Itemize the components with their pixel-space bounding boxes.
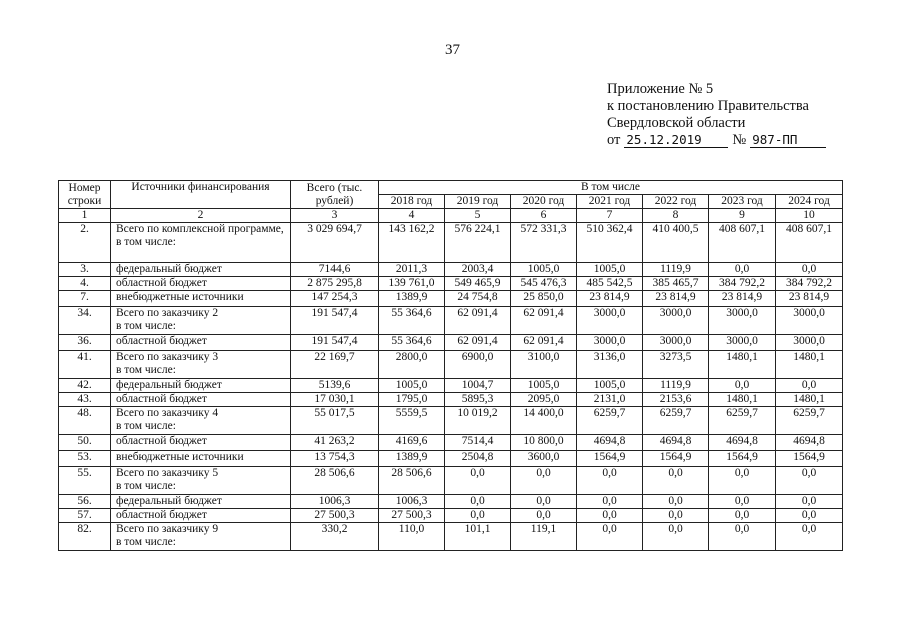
source-name: областной бюджет — [111, 435, 291, 451]
appendix-region: Свердловской области — [607, 115, 746, 131]
year-value: 1480,1 — [709, 351, 776, 379]
header-row-number: Номер строки — [59, 181, 111, 209]
source-name: Всего по заказчику 2 в том числе: — [111, 307, 291, 335]
total-value: 1006,3 — [291, 495, 379, 509]
row-number: 34. — [59, 307, 111, 335]
year-value: 1006,3 — [379, 495, 445, 509]
year-value: 0,0 — [776, 523, 843, 551]
appendix-resolution: к постановлению Правительства — [607, 98, 809, 114]
year-value: 3000,0 — [643, 335, 709, 351]
year-value: 1564,9 — [643, 451, 709, 467]
year-value: 2153,6 — [643, 393, 709, 407]
row-number: 4. — [59, 277, 111, 291]
row-number: 2. — [59, 223, 111, 263]
year-value: 5559,5 — [379, 407, 445, 435]
year-value: 62 091,4 — [445, 335, 511, 351]
year-value: 0,0 — [577, 495, 643, 509]
year-value: 3000,0 — [577, 307, 643, 335]
appendix-signature-line — [607, 132, 826, 149]
total-value: 22 169,7 — [291, 351, 379, 379]
year-value: 1119,9 — [643, 379, 709, 393]
column-index-row — [59, 209, 843, 223]
year-value: 0,0 — [445, 495, 511, 509]
year-value: 4169,6 — [379, 435, 445, 451]
year-value: 3100,0 — [511, 351, 577, 379]
year-value: 384 792,2 — [776, 277, 843, 291]
row-number: 42. — [59, 379, 111, 393]
year-value: 23 814,9 — [709, 291, 776, 307]
year-value: 110,0 — [379, 523, 445, 551]
year-value: 2131,0 — [577, 393, 643, 407]
year-value: 6259,7 — [776, 407, 843, 435]
year-value: 1389,9 — [379, 451, 445, 467]
year-value: 119,1 — [511, 523, 577, 551]
year-value: 4694,8 — [643, 435, 709, 451]
year-value: 1564,9 — [577, 451, 643, 467]
financing-table — [58, 180, 843, 551]
year-value: 408 607,1 — [776, 223, 843, 263]
column-index: 4 — [379, 209, 445, 223]
column-index: 3 — [291, 209, 379, 223]
table-row — [59, 495, 843, 509]
year-value: 0,0 — [776, 263, 843, 277]
year-value: 485 542,5 — [577, 277, 643, 291]
header-year: 2023 год — [709, 195, 776, 209]
year-value: 1480,1 — [776, 393, 843, 407]
row-number: 53. — [59, 451, 111, 467]
year-value: 2003,4 — [445, 263, 511, 277]
year-value: 55 364,6 — [379, 335, 445, 351]
year-value: 549 465,9 — [445, 277, 511, 291]
column-index: 10 — [776, 209, 843, 223]
year-value: 1480,1 — [776, 351, 843, 379]
resolution-date: 25.12.2019 — [624, 133, 728, 148]
year-value: 62 091,4 — [511, 307, 577, 335]
table-row — [59, 307, 843, 335]
header-year: 2018 год — [379, 195, 445, 209]
year-value: 0,0 — [709, 379, 776, 393]
year-value: 4694,8 — [776, 435, 843, 451]
year-value: 1389,9 — [379, 291, 445, 307]
year-value: 0,0 — [511, 467, 577, 495]
table-row — [59, 467, 843, 495]
year-value: 0,0 — [577, 509, 643, 523]
row-number: 3. — [59, 263, 111, 277]
year-value: 101,1 — [445, 523, 511, 551]
table-row — [59, 351, 843, 379]
total-value: 147 254,3 — [291, 291, 379, 307]
source-name: Всего по заказчику 9 в том числе: — [111, 523, 291, 551]
year-value: 2800,0 — [379, 351, 445, 379]
year-value: 6900,0 — [445, 351, 511, 379]
total-value: 17 030,1 — [291, 393, 379, 407]
row-number: 55. — [59, 467, 111, 495]
year-value: 384 792,2 — [709, 277, 776, 291]
year-value: 2011,3 — [379, 263, 445, 277]
year-value: 0,0 — [643, 467, 709, 495]
source-name: областной бюджет — [111, 335, 291, 351]
year-value: 62 091,4 — [511, 335, 577, 351]
source-name: Всего по заказчику 4 в том числе: — [111, 407, 291, 435]
table-row — [59, 379, 843, 393]
table-row — [59, 277, 843, 291]
year-value: 14 400,0 — [511, 407, 577, 435]
year-value: 2504,8 — [445, 451, 511, 467]
year-value: 0,0 — [445, 467, 511, 495]
from-label: от — [607, 132, 621, 148]
year-value: 62 091,4 — [445, 307, 511, 335]
year-value: 510 362,4 — [577, 223, 643, 263]
year-value: 1564,9 — [776, 451, 843, 467]
row-number: 41. — [59, 351, 111, 379]
source-name: федеральный бюджет — [111, 263, 291, 277]
table-row — [59, 451, 843, 467]
total-value: 330,2 — [291, 523, 379, 551]
year-value: 1004,7 — [445, 379, 511, 393]
column-index: 5 — [445, 209, 511, 223]
year-value: 1480,1 — [709, 393, 776, 407]
table-row — [59, 393, 843, 407]
column-index: 1 — [59, 209, 111, 223]
total-value: 28 506,6 — [291, 467, 379, 495]
year-value: 0,0 — [511, 495, 577, 509]
row-number: 43. — [59, 393, 111, 407]
table-body — [59, 209, 843, 551]
year-value: 0,0 — [776, 467, 843, 495]
source-name: внебюджетные источники — [111, 451, 291, 467]
column-index: 6 — [511, 209, 577, 223]
total-value: 27 500,3 — [291, 509, 379, 523]
table-row — [59, 291, 843, 307]
year-value: 576 224,1 — [445, 223, 511, 263]
year-value: 23 814,9 — [643, 291, 709, 307]
resolution-number: 987-ПП — [750, 133, 826, 148]
row-number: 48. — [59, 407, 111, 435]
year-value: 0,0 — [643, 509, 709, 523]
table-row — [59, 335, 843, 351]
year-value: 0,0 — [577, 523, 643, 551]
source-name: Всего по заказчику 3 в том числе: — [111, 351, 291, 379]
year-value: 0,0 — [709, 495, 776, 509]
year-value: 4694,8 — [709, 435, 776, 451]
year-value: 28 506,6 — [379, 467, 445, 495]
year-value: 408 607,1 — [709, 223, 776, 263]
row-number: 57. — [59, 509, 111, 523]
header-total: Всего (тыс. рублей) — [291, 181, 379, 209]
year-value: 4694,8 — [577, 435, 643, 451]
year-value: 3000,0 — [709, 335, 776, 351]
total-value: 191 547,4 — [291, 335, 379, 351]
year-value: 3000,0 — [643, 307, 709, 335]
year-value: 0,0 — [643, 523, 709, 551]
year-value: 1005,0 — [511, 379, 577, 393]
year-value: 0,0 — [776, 379, 843, 393]
row-number: 82. — [59, 523, 111, 551]
year-value: 1005,0 — [379, 379, 445, 393]
column-index: 7 — [577, 209, 643, 223]
year-value: 410 400,5 — [643, 223, 709, 263]
year-value: 1005,0 — [577, 263, 643, 277]
total-value: 191 547,4 — [291, 307, 379, 335]
header-year: 2020 год — [511, 195, 577, 209]
appendix-block — [607, 81, 826, 149]
year-value: 3136,0 — [577, 351, 643, 379]
row-number: 50. — [59, 435, 111, 451]
source-name: областной бюджет — [111, 277, 291, 291]
year-value: 7514,4 — [445, 435, 511, 451]
header-year: 2019 год — [445, 195, 511, 209]
year-value: 0,0 — [709, 467, 776, 495]
row-number: 7. — [59, 291, 111, 307]
year-value: 10 019,2 — [445, 407, 511, 435]
source-name: федеральный бюджет — [111, 379, 291, 393]
table-row — [59, 263, 843, 277]
year-value: 55 364,6 — [379, 307, 445, 335]
year-value: 3000,0 — [776, 307, 843, 335]
column-index: 2 — [111, 209, 291, 223]
year-value: 139 761,0 — [379, 277, 445, 291]
year-value: 0,0 — [577, 467, 643, 495]
header-year: 2024 год — [776, 195, 843, 209]
source-name: областной бюджет — [111, 509, 291, 523]
source-name: Всего по заказчику 5 в том числе: — [111, 467, 291, 495]
column-index: 9 — [709, 209, 776, 223]
header-year: 2021 год — [577, 195, 643, 209]
table-row — [59, 223, 843, 263]
total-value: 7144,6 — [291, 263, 379, 277]
year-value: 1005,0 — [577, 379, 643, 393]
year-value: 545 476,3 — [511, 277, 577, 291]
year-value: 3600,0 — [511, 451, 577, 467]
total-value: 41 263,2 — [291, 435, 379, 451]
year-value: 0,0 — [709, 523, 776, 551]
year-value: 27 500,3 — [379, 509, 445, 523]
row-number: 56. — [59, 495, 111, 509]
page-number: 37 — [445, 42, 460, 58]
source-name: внебюджетные источники — [111, 291, 291, 307]
year-value: 1564,9 — [709, 451, 776, 467]
table-row — [59, 435, 843, 451]
year-value: 10 800,0 — [511, 435, 577, 451]
header-year: 2022 год — [643, 195, 709, 209]
year-value: 143 162,2 — [379, 223, 445, 263]
year-value: 5895,3 — [445, 393, 511, 407]
year-value: 385 465,7 — [643, 277, 709, 291]
total-value: 2 875 295,8 — [291, 277, 379, 291]
source-name: федеральный бюджет — [111, 495, 291, 509]
row-number: 36. — [59, 335, 111, 351]
year-value: 24 754,8 — [445, 291, 511, 307]
year-value: 0,0 — [445, 509, 511, 523]
column-index: 8 — [643, 209, 709, 223]
year-value: 0,0 — [643, 495, 709, 509]
year-value: 1119,9 — [643, 263, 709, 277]
year-value: 1795,0 — [379, 393, 445, 407]
table-row — [59, 523, 843, 551]
year-value: 0,0 — [776, 509, 843, 523]
year-value: 0,0 — [709, 509, 776, 523]
year-value: 6259,7 — [709, 407, 776, 435]
year-value: 1005,0 — [511, 263, 577, 277]
year-value: 0,0 — [511, 509, 577, 523]
total-value: 55 017,5 — [291, 407, 379, 435]
total-value: 5139,6 — [291, 379, 379, 393]
year-value: 25 850,0 — [511, 291, 577, 307]
table-row — [59, 509, 843, 523]
total-value: 3 029 694,7 — [291, 223, 379, 263]
total-value: 13 754,3 — [291, 451, 379, 467]
year-value: 2095,0 — [511, 393, 577, 407]
year-value: 0,0 — [709, 263, 776, 277]
header-including: В том числе — [379, 181, 843, 195]
year-value: 3000,0 — [776, 335, 843, 351]
year-value: 6259,7 — [577, 407, 643, 435]
year-value: 3000,0 — [709, 307, 776, 335]
number-label: № — [732, 132, 747, 148]
year-value: 23 814,9 — [776, 291, 843, 307]
year-value: 23 814,9 — [577, 291, 643, 307]
appendix-title: Приложение № 5 — [607, 81, 714, 97]
year-value: 3273,5 — [643, 351, 709, 379]
year-value: 572 331,3 — [511, 223, 577, 263]
year-value: 0,0 — [776, 495, 843, 509]
header-source: Источники финансирования — [111, 181, 291, 209]
year-value: 3000,0 — [577, 335, 643, 351]
source-name: Всего по комплексной программе, в том числе: — [111, 223, 291, 263]
year-value: 6259,7 — [643, 407, 709, 435]
source-name: областной бюджет — [111, 393, 291, 407]
table-row — [59, 407, 843, 435]
